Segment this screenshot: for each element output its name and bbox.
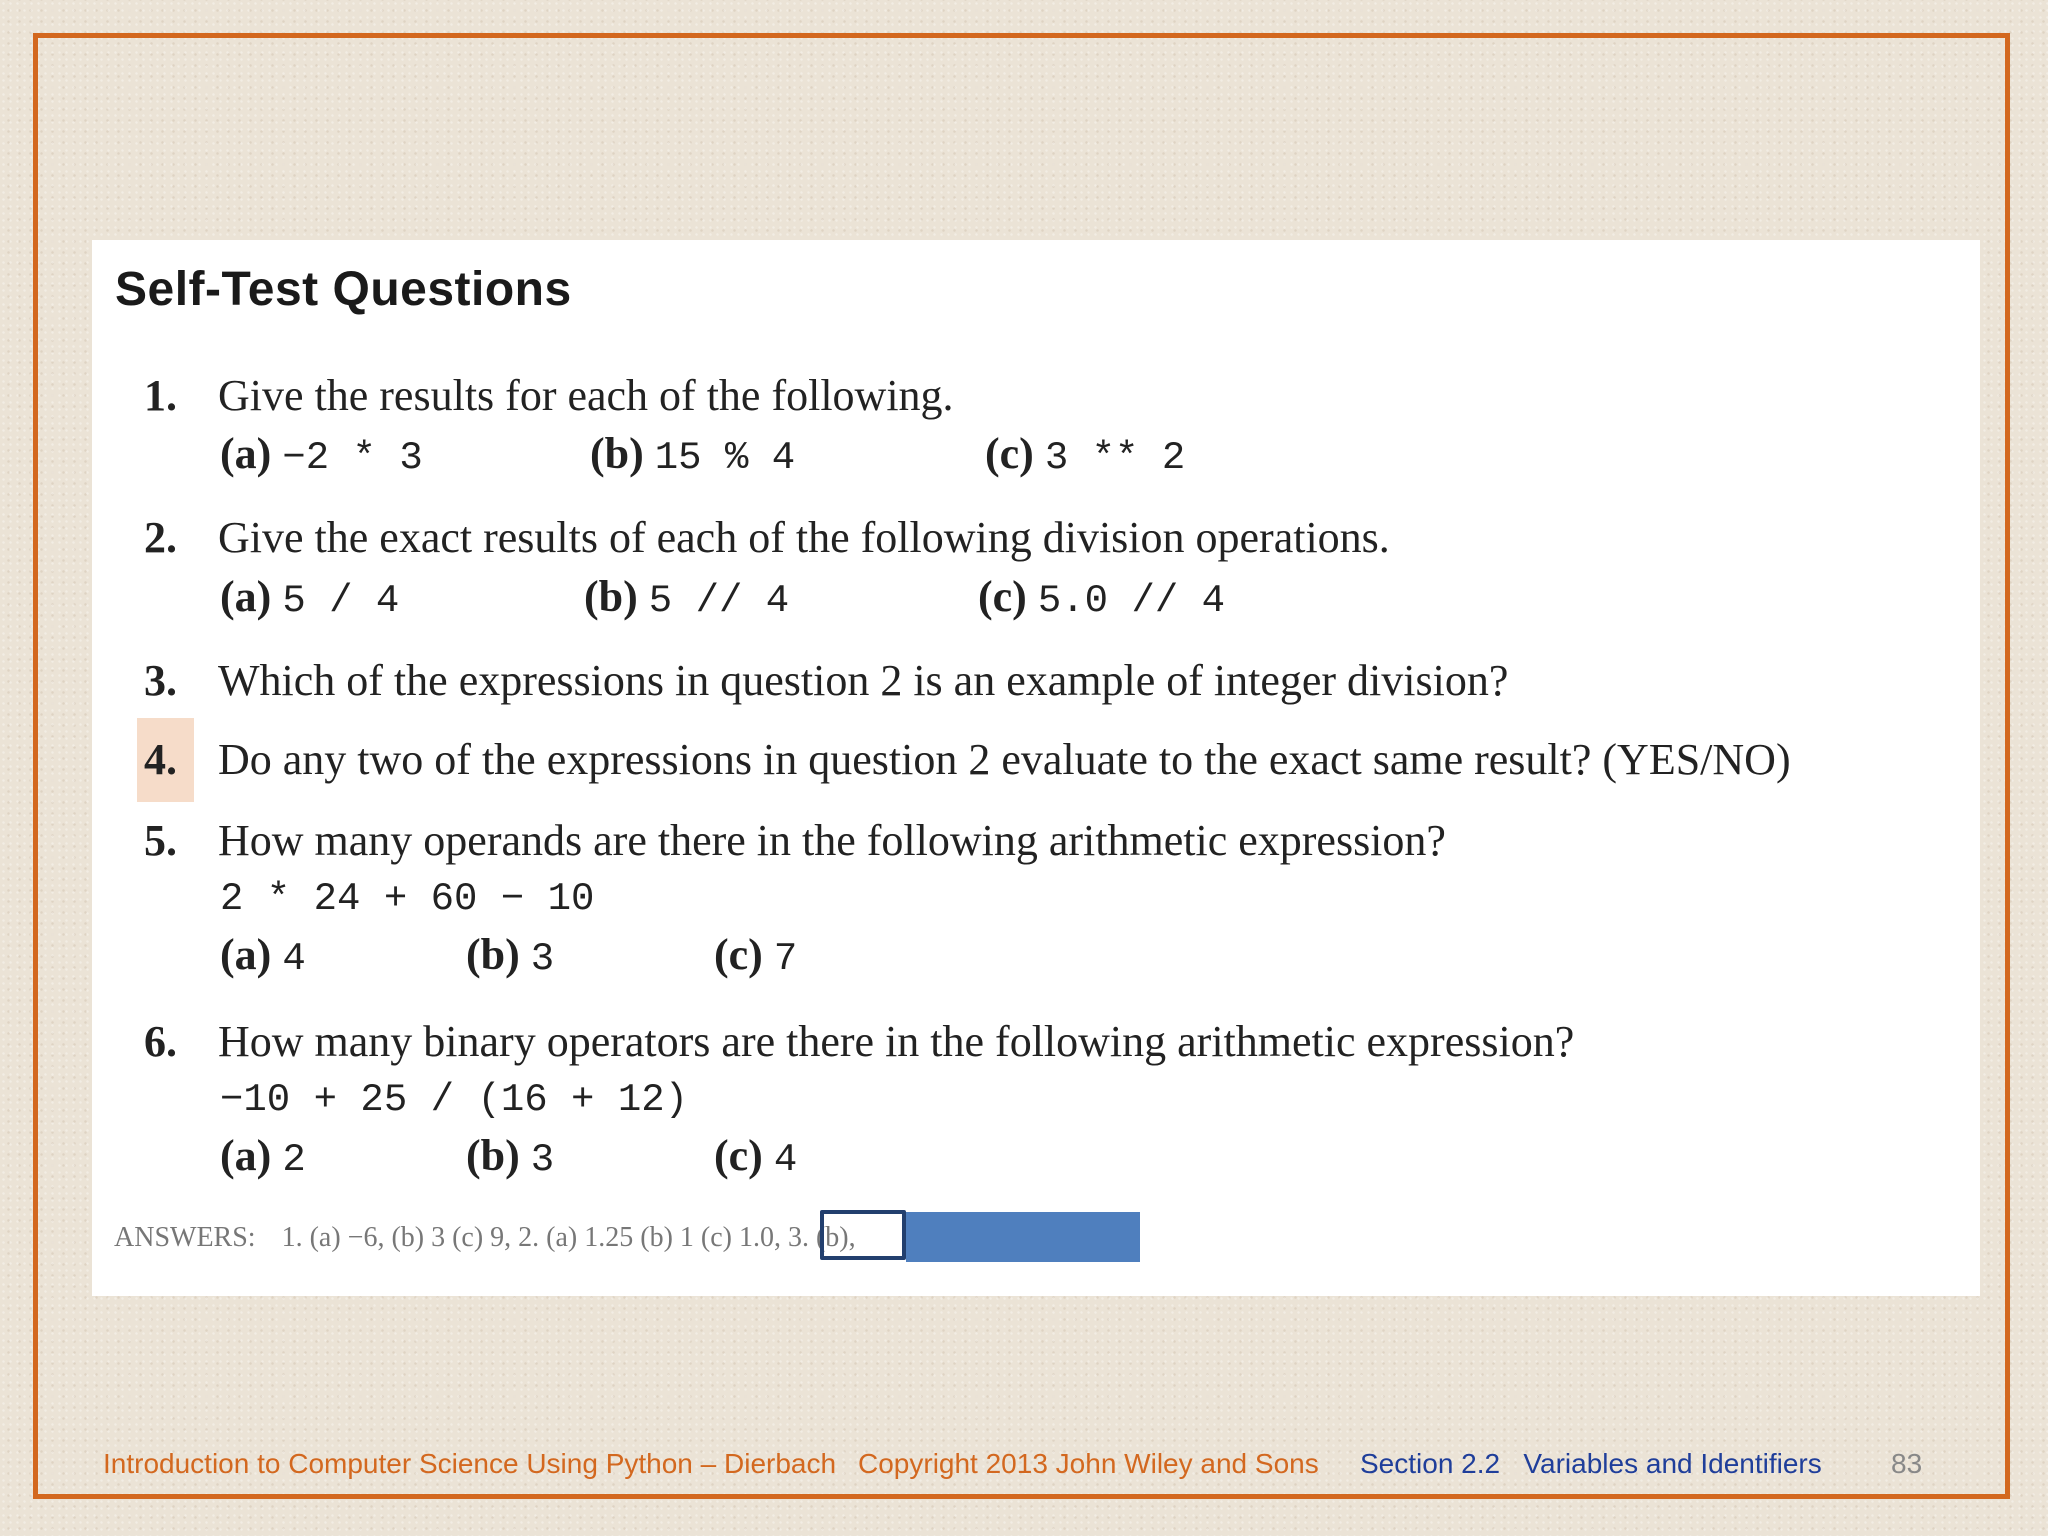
question-5-option-a: (a) 4	[220, 930, 306, 981]
question-2-option-a: (a) 5 / 4	[220, 572, 400, 623]
answer-cover-rectangle	[906, 1212, 1140, 1262]
question-5-option-b: (b) 3	[466, 930, 555, 981]
question-text-1: Give the results for each of the following.	[218, 371, 954, 420]
question-number-1: 1.	[144, 371, 177, 420]
question-number-4: 4.	[137, 718, 194, 802]
question-text-2: Give the exact results of each of the following division operations.	[218, 513, 1390, 562]
question-text-4: Do any two of the expressions in question 2 evaluate to the exact same result? (YES/NO)	[218, 735, 1791, 784]
question-text-6: How many binary operators are there in the following arithmetic expression?	[218, 1017, 1575, 1066]
question-text-3: Which of the expressions in question 2 is an example of integer division?	[218, 656, 1509, 705]
question-6-option-c: (c) 4	[714, 1131, 798, 1182]
question-6-option-a: (a) 2	[220, 1131, 306, 1182]
question-number-5: 5.	[144, 816, 177, 865]
question-5-expression: 2 * 24 + 60 − 10	[220, 877, 595, 921]
question-number-3: 3.	[144, 656, 177, 705]
question-number-6: 6.	[144, 1017, 177, 1066]
question-2-option-c: (c) 5.0 // 4	[978, 572, 1226, 623]
self-test-panel	[92, 240, 1980, 1296]
answer-highlight-box	[820, 1210, 906, 1260]
footer-copyright: Copyright 2013 John Wiley and Sons	[858, 1448, 1319, 1479]
answers-label: ANSWERS:	[114, 1222, 256, 1253]
question-6-expression: −10 + 25 / (16 + 12)	[220, 1078, 689, 1122]
panel-title: Self-Test Questions	[115, 263, 572, 316]
question-1-option-b: (b) 15 % 4	[590, 429, 796, 480]
footer-page-number: 83	[1891, 1448, 1923, 1479]
question-1-option-a: (a) −2 * 3	[220, 429, 423, 480]
footer-book-title: Introduction to Computer Science Using Python – Dierbach	[103, 1448, 837, 1479]
answers-line	[114, 1218, 856, 1258]
question-text-5: How many operands are there in the following arithmetic expression?	[218, 816, 1446, 865]
question-number-2: 2.	[144, 513, 177, 562]
question-5-option-c: (c) 7	[714, 930, 798, 981]
question-6-option-b: (b) 3	[466, 1131, 555, 1182]
footer-section: Section 2.2 Variables and Identifiers	[1360, 1448, 1822, 1479]
answers-text: 1. (a) −6, (b) 3 (c) 9, 2. (a) 1.25 (b) 1 (c) 1.0, 3. (b),	[281, 1222, 856, 1253]
question-2-option-b: (b) 5 // 4	[584, 572, 790, 623]
question-1-option-c: (c) 3 ** 2	[985, 429, 1186, 480]
